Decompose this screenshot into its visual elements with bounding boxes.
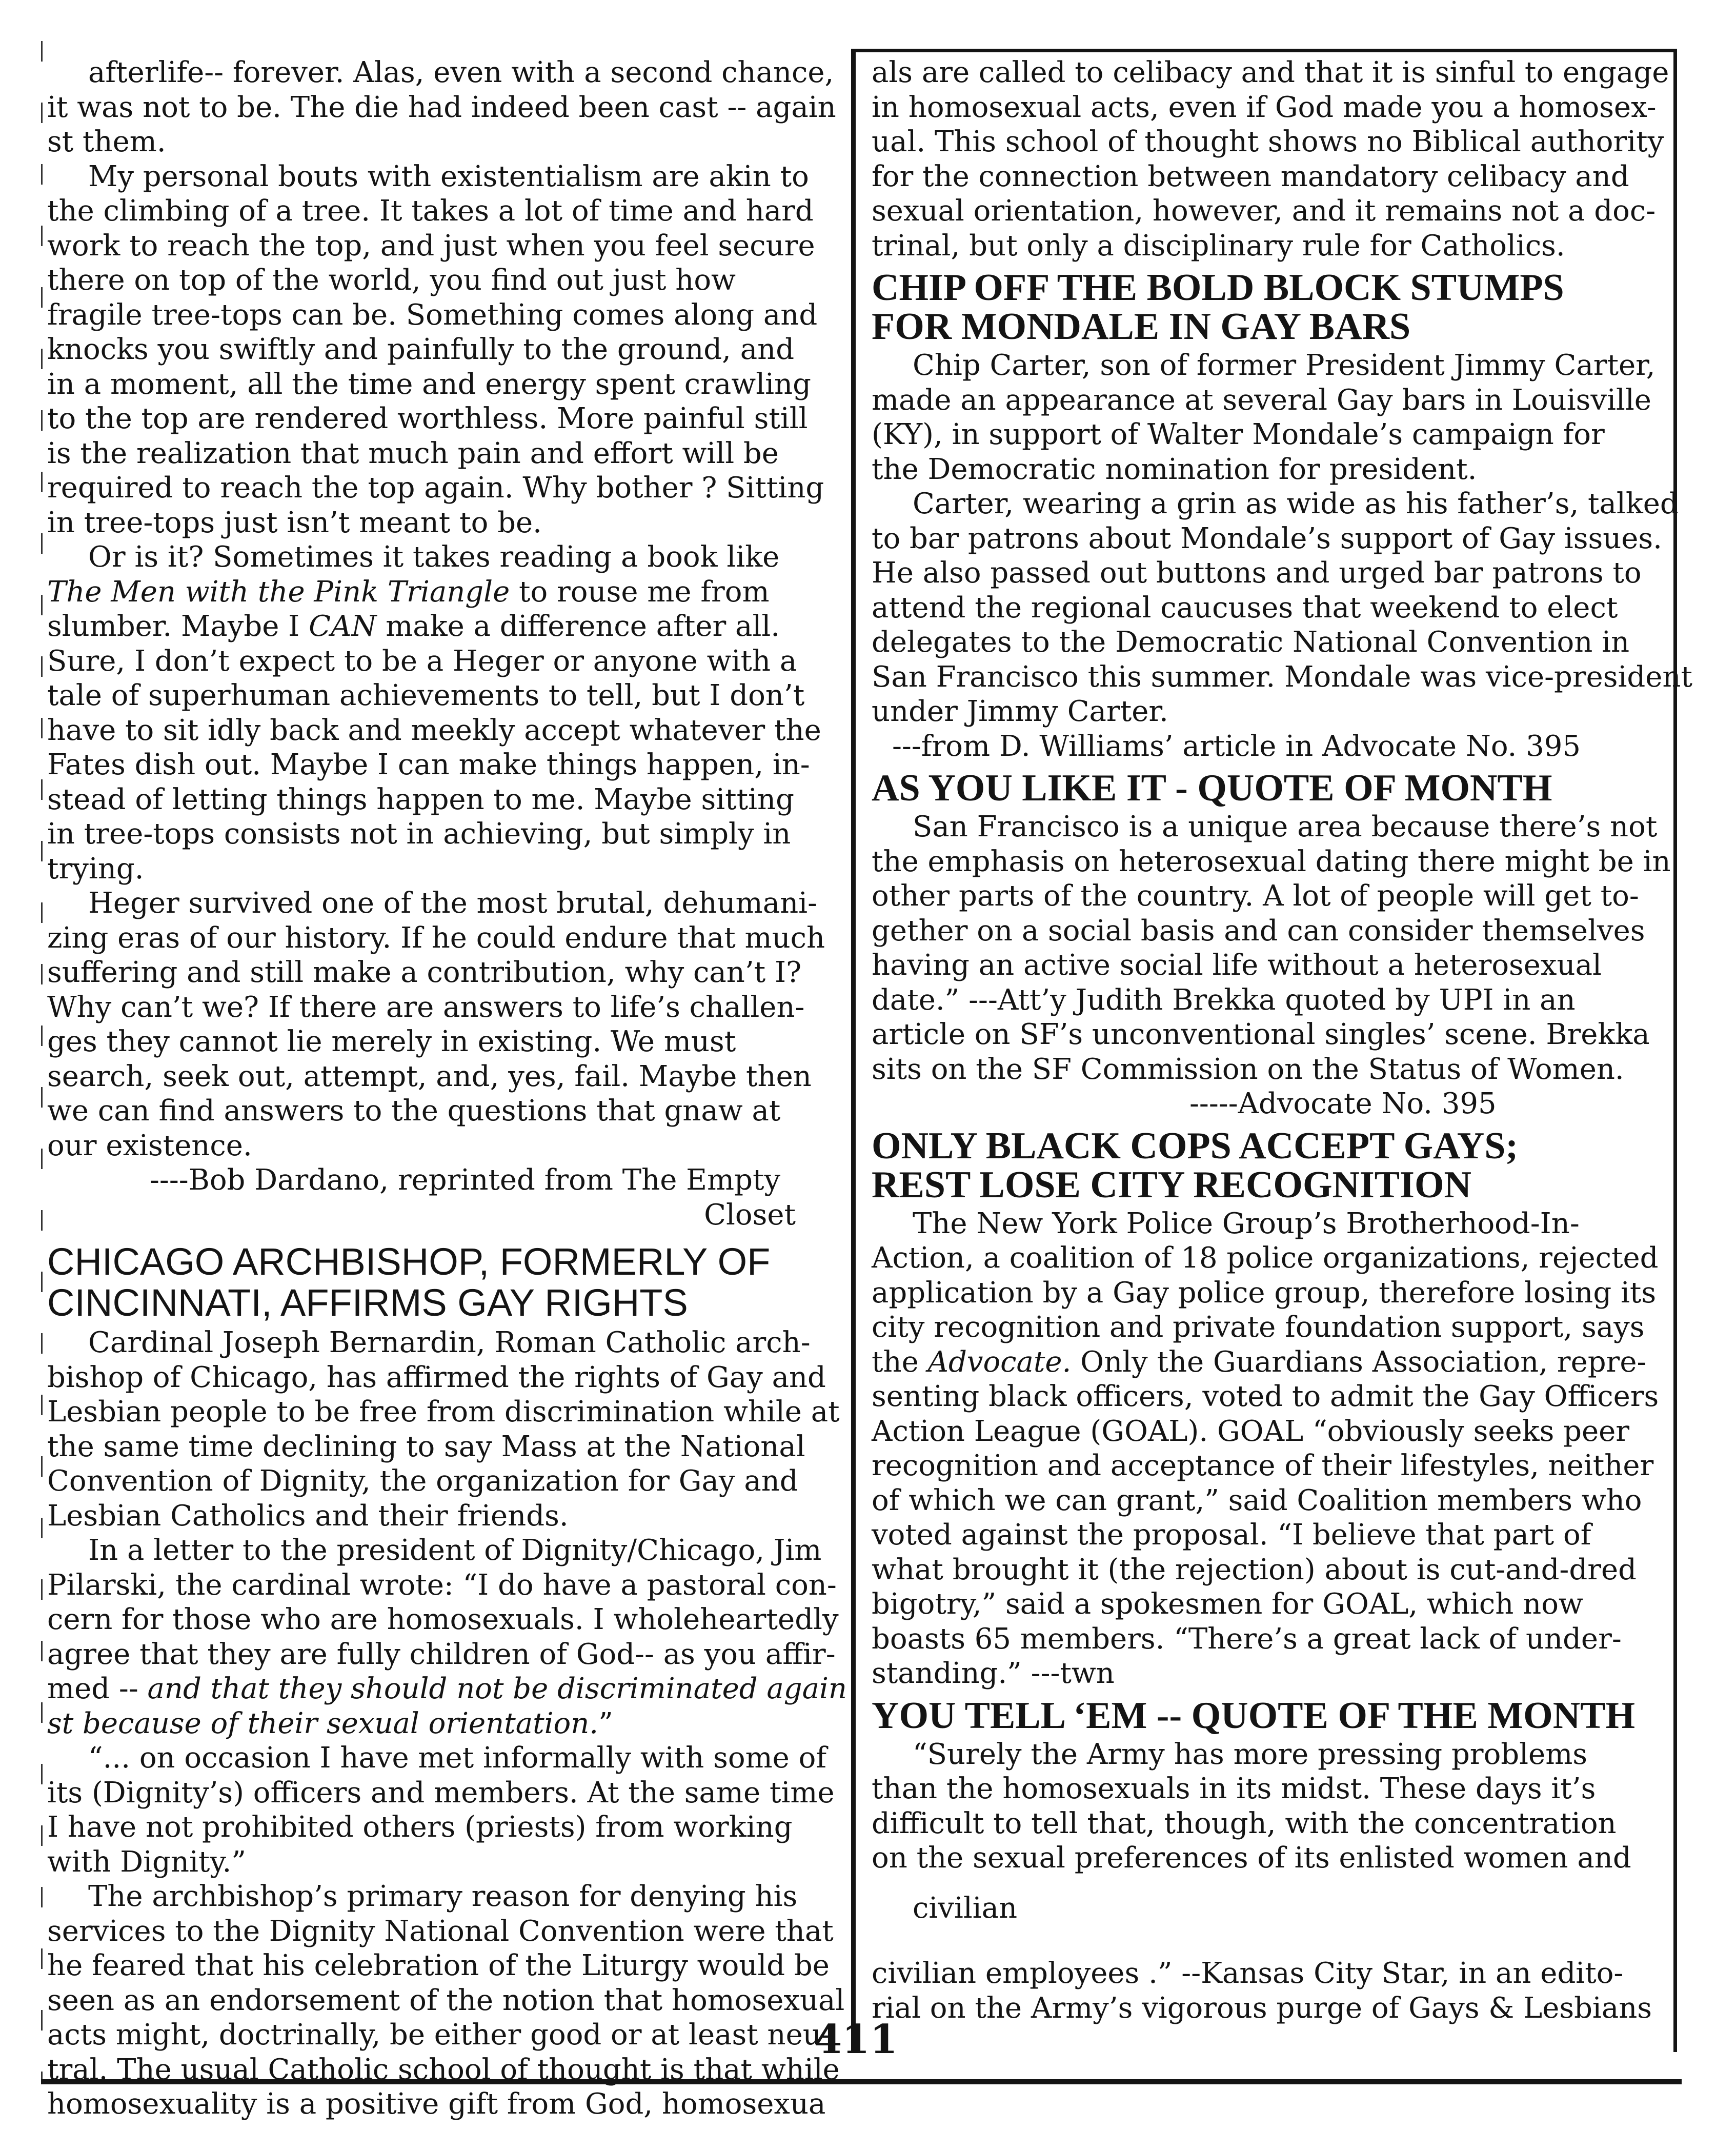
text-line: difficult to tell that, though, with the concentration [872,1806,1617,1840]
text-line: in homosexual acts, even if God made you a homosex- [872,90,1657,124]
text-line: ---from D. Williams’ article in Advocate No. 395 [892,729,1581,763]
paragraph [872,1207,1666,1691]
text-line: ges they cannot lie merely in existing. We must [47,1025,736,1058]
text-line: the Advocate. Only the Guardians Association, repre- [872,1345,1647,1379]
text-line: suffering and still make a contribution, why can’t I? [47,956,802,989]
text-line: senting black officers, voted to admit the Gay Officers [872,1380,1659,1413]
text-line: have to sit idly back and meekly accept whatever the [47,713,821,747]
text-line: stead of letting things happen to me. Maybe sitting [47,782,794,816]
text-line: delegates to the Democratic National Convention in [872,626,1630,659]
text-line: The Men with the Pink Triangle to rouse me from [47,575,770,609]
text-line: tale of superhuman achievements to tell, but I don’t [47,679,805,712]
text-line: fragile tree-tops can be. Something comes along and [47,298,818,332]
text-line: the same time declining to say Mass at the National [47,1430,805,1463]
text-line: Lesbian Catholics and their friends. [47,1499,569,1533]
paragraph [47,540,837,886]
text-line: “... on occasion I have met informally with some of [88,1741,827,1775]
text-line: Convention of Dignity, the organization for Gay and [47,1464,798,1498]
text-line: in tree-tops consists not in achieving, but simply in [47,817,791,851]
text-line: in a moment, all the time and energy spent crawling [47,367,811,401]
text-line: Closet [704,1198,796,1232]
text-line: it was not to be. The die had indeed been cast -- again [47,90,836,124]
text-line: Heger survived one of the most brutal, dehumani- [88,887,818,920]
text-line: civilian employees .” --Kansas City Star, in an edito- [872,1957,1624,1990]
text-line: city recognition and private foundation support, says [872,1311,1645,1344]
text-line: I have not prohibited others (priests) from working [47,1811,793,1844]
text-line: zing eras of our history. If he could endure that much [47,921,825,955]
text-line: Sure, I don’t expect to be a Heger or anyone with a [47,644,797,678]
attribution [47,1198,837,1233]
text-line: The New York Police Group’s Brotherhood-In- [913,1207,1580,1240]
article-headline [47,1241,837,1323]
text-line: AS YOU LIKE IT - QUOTE OF MONTH [872,767,1552,809]
text-line: Why can’t we? If there are answers to life’s challen- [47,990,805,1024]
text-line: (KY), in support of Walter Mondale’s campaign for [872,418,1605,451]
text-line: med -- and that they should not be discriminated again [47,1672,847,1705]
text-line: application by a Gay police group, therefore losing its [872,1276,1657,1310]
paragraph [47,1533,847,1741]
text-line: under Jimmy Carter. [872,695,1168,728]
article-headline [872,769,1666,808]
text-line: ----Bob Dardano, reprinted from The Empty [150,1163,781,1197]
text-line: CHIP OFF THE BOLD BLOCK STUMPS [872,267,1564,309]
text-line: we can find answers to the questions that gnaw at [47,1094,781,1128]
text-line: services to the Dignity National Convention were that [47,1914,834,1948]
text-line: Lesbian people to be free from discrimination while at [47,1395,840,1429]
text-line: Carter, wearing a grin as wide as his father’s, talked [913,487,1679,520]
text-line: boasts 65 members. “There’s a great lack of under- [872,1622,1622,1656]
text-line: als are called to celibacy and that it is sinful to engage [872,56,1669,89]
attribution [47,1163,837,1198]
text-line: CHICAGO ARCHBISHOP, FORMERLY OF [47,1240,771,1283]
text-line: FOR MONDALE IN GAY BARS [872,306,1411,348]
page-number: 411 [814,2016,898,2063]
attribution [872,729,1666,764]
text-line: on the sexual preferences of its enlisted women and [872,1841,1631,1875]
text-line: bishop of Chicago, has affirmed the rights of Gay and [47,1360,826,1394]
paragraph [872,1956,1666,2025]
paragraph [872,810,1671,1087]
paragraph [47,55,837,159]
text-line: “Surely the Army has more pressing problems [913,1737,1588,1771]
text-line: standing.” ---twn [872,1657,1115,1690]
text-line: voted against the proposal. “I believe that part of [872,1518,1591,1552]
text-line: article on SF’s unconventional singles’ scene. Brekka [872,1018,1650,1051]
text-line: San Francisco this summer. Mondale was vice-president [872,660,1692,694]
text-line: is the realization that much pain and effort will be [47,436,779,470]
text-line: rial on the Army’s vigorous purge of Gays & Lesbians [872,1991,1652,2025]
text-line: there on top of the world, you find out just how [47,264,736,297]
text-line: Cardinal Joseph Bernardin, Roman Catholic arch- [88,1326,811,1359]
text-line: the climbing of a tree. It takes a lot of time and hard [47,194,814,228]
text-line: homosexuality is a positive gift from God, homosexua [47,2087,826,2121]
right-column [872,55,1692,2025]
text-line: bigotry,” said a spokesmen for GOAL, which now [872,1587,1583,1621]
text-line: ONLY BLACK COPS ACCEPT GAYS; [872,1124,1519,1167]
paragraph [872,55,1669,263]
text-line: Fates dish out. Maybe I can make things happen, in- [47,748,810,781]
text-line: sits on the SF Commission on the Status of Women. [872,1052,1624,1086]
text-line: knocks you swiftly and painfully to the ground, and [47,333,795,366]
text-line: slumber. Maybe I CAN make a difference after all. [47,610,780,643]
left-margin-rule [41,41,43,2079]
text-line: REST LOSE CITY RECOGNITION [872,1163,1471,1206]
text-line: our existence. [47,1129,252,1162]
text-line: YOU TELL ‘EM -- QUOTE OF THE MONTH [872,1694,1636,1737]
text-line: civilian [913,1891,1018,1925]
text-line: In a letter to the president of Dignity/Chicago, Jim [88,1534,822,1567]
text-line: afterlife-- forever. Alas, even with a second chance, [88,56,834,89]
text-line: agree that they are fully children of God-- as you affir- [47,1637,836,1671]
text-line: other parts of the country. A lot of people will get to- [872,879,1639,913]
text-line: San Francisco is a unique area because there’s not [913,810,1658,843]
text-line: its (Dignity’s) officers and members. At the same time [47,1776,835,1810]
text-line: st because of their sexual orientation.” [47,1706,613,1740]
text-line: Action League (GOAL). GOAL “obviously seeks peer [872,1414,1630,1448]
text-line: Or is it? Sometimes it takes reading a book like [88,540,780,574]
text-line: having an active social life without a heterosexual [872,949,1602,982]
article-headline [872,268,1666,346]
text-line: required to reach the top again. Why bother ? Sitting [47,471,824,505]
text-line: CINCINNATI, AFFIRMS GAY RIGHTS [47,1281,688,1324]
paragraph [872,348,1666,487]
text-line: work to reach the top, and just when you feel secure [47,229,815,263]
text-line: -----Advocate No. 395 [1189,1087,1497,1120]
paragraph [872,1737,1666,1876]
text-line: sexual orientation, however, and it remains not a doc- [872,194,1656,228]
text-line: recognition and acceptance of their lifestyles, neither [872,1449,1654,1482]
text-line: made an appearance at several Gay bars in Louisville [872,383,1651,417]
text-line: My personal bouts with existentialism are akin to [88,159,809,193]
text-line: search, seek out, attempt, and, yes, fail. Maybe then [47,1059,812,1093]
attribution [872,1087,1666,1121]
text-line: with Dignity.” [47,1845,246,1879]
paragraph [47,1879,845,2122]
text-line: ual. This school of thought shows no Biblical authority [872,125,1664,158]
paragraph [47,1741,837,1879]
text-line: what brought it (the rejection) about is cut-and-dred [872,1553,1637,1586]
text-line: seen as an endorsement of the notion that homosexual [47,1983,845,2017]
text-line: the Democratic nomination for president. [872,452,1477,486]
text-line: st them. [47,125,166,158]
text-line: date.” ---Att’y Judith Brekka quoted by UPI in an [872,983,1576,1017]
text-line: attend the regional caucuses that weekend to elect [872,591,1618,625]
text-line: cern for those who are homosexuals. I wholeheartedly [47,1603,839,1636]
text-line: of which we can grant,” said Coalition members who [872,1483,1642,1517]
paragraph [47,886,837,1163]
text-line: acts might, doctrinally, be either good or at least neu- [47,2018,831,2052]
text-line: to bar patrons about Mondale’s support of Gay issues. [872,521,1662,555]
article-headline [872,1696,1666,1735]
text-line: the emphasis on heterosexual dating there might be in [872,845,1671,878]
paragraph [47,159,837,540]
left-column [47,55,847,2122]
text-line: Action, a coalition of 18 police organizations, rejected [872,1241,1659,1275]
text-line: trying. [47,852,144,886]
text-line: The archbishop’s primary reason for denying his [88,1880,798,1913]
text-line: than the homosexuals in its midst. These days it’s [872,1772,1596,1805]
paragraph [872,487,1692,729]
text-line: trinal, but only a disciplinary rule for Catholics. [872,229,1565,263]
text-line: Pilarski, the cardinal wrote: “I do have a pastoral con- [47,1568,837,1602]
text-line: to the top are rendered worthless. More painful still [47,402,808,435]
text-line: Chip Carter, son of former President Jimmy Carter, [913,349,1656,382]
text-line: He also passed out buttons and urged bar patrons to [872,556,1642,590]
text-line: for the connection between mandatory celibacy and [872,159,1629,193]
text-line: he feared that his celebration of the Liturgy would be [47,1949,830,1982]
text-line: in tree-tops just isn’t meant to be. [47,506,542,539]
text-line: gether on a social basis and can consider themselves [872,914,1645,948]
paragraph [47,1325,840,1533]
article-headline [872,1124,1666,1206]
text-line: tral. The usual Catholic school of thought is that while [47,2053,840,2086]
stray-word [872,1891,1666,1926]
